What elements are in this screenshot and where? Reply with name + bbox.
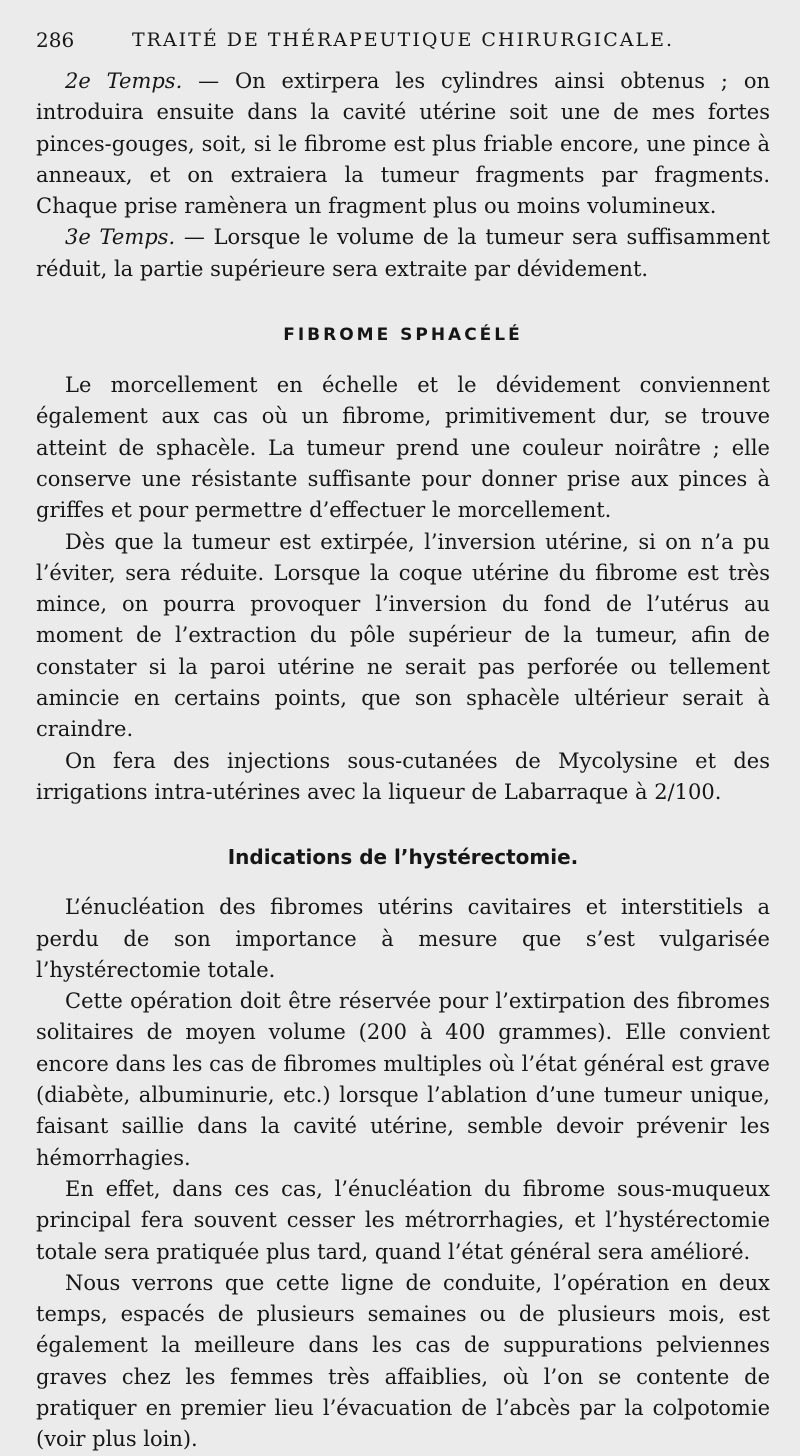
paragraph: Nous verrons que cette ligne de conduite, l’opération en deux temps, espacés de plusieurs semaines ou de plusieurs mois, est également la meilleure dans les cas de suppurations pelviennes graves chez les femmes très affaiblies, où l’on se contente de pratiquer en premier lieu l’évacuation de l’abcès par la colpotomie (voir plus loin).	[36, 1270, 770, 1452]
paragraph: On fera des injections sous-cutanées de Mycolysine et des irrigations intra-utérines avec la liqueur de Labarraque à 2/100.	[36, 748, 770, 804]
page-body	[36, 66, 770, 1456]
running-title: TRAITÉ DE THÉRAPEUTIQUE CHIRURGICALE.	[131, 29, 675, 51]
step-text: — Lorsque le volume de la tumeur sera suffisamment réduit, la partie supérieure sera extraite par dévidement.	[36, 225, 770, 281]
step-label: 2e Temps.	[65, 69, 183, 93]
paragraph: L’énucléation des fibromes utérins cavitaires et interstitiels a perdu de son importance à mesure que s’est vulgarisée l’hystérectomie totale.	[36, 895, 770, 982]
section-heading-fibrome-sphacele: FIBROME SPHACÉLÉ	[283, 325, 523, 346]
paragraph: Dès que la tumeur est extirpée, l’inversion utérine, si on n’a pu l’éviter, sera réduite. Lorsque la coque utérine du fibrome est très mince, on pourra provoquer l’inversion du fond de l’utérus au moment de l’extraction du pôle supérieur de la tumeur, afin de constater si la paroi utérine ne serait pas perforée ou tellement amincie en certains points, que son sphacèle ultérieur serait à craindre.	[36, 529, 770, 742]
section-heading-indications: Indications de l’hystérectomie.	[227, 845, 579, 870]
page-header	[36, 24, 770, 56]
page-number: 286	[36, 28, 75, 52]
step-label: 3e Temps.	[65, 225, 176, 250]
paragraph: Le morcellement en échelle et le dévidement conviennent également aux cas où un fibrome, primitivement dur, se trouve atteint de sphacèle. La tumeur prend une couleur noirâtre ; elle conserve une résistante suffisante pour donner prise aux pinces à griffes et pour permettre d’effectuer le morcellement.	[36, 373, 770, 523]
paragraph: En effet, dans ces cas, l’énucléation du fibrome sous-muqueux principal fera souvent cesser les métrorrhagies, et l’hystérectomie totale sera pratiquée plus tard, quand l’état général sera amélioré.	[36, 1176, 770, 1264]
paragraph-second-step	[36, 66, 770, 222]
step-text: — On extirpera les cylindres ainsi obtenus ; on introduira ensuite dans la cavité utérine soit une de mes fortes pinces-gouges, soit, si le fibrome est plus friable encore, une pince à anneaux, et on extraiera la tumeur fragments par fragments. Chaque prise ramènera un fragment plus ou moins volumineux.	[36, 69, 770, 219]
paragraph: Cette opération doit être réservée pour l’extirpation des fibromes solitaires de moyen volume (200 à 400 grammes). Elle convient encore dans les cas de fibromes multiples où l’état général est grave (diabète, albuminurie, etc.) lorsque l’ablation d’une tumeur unique, faisant saillie dans la cavité utérine, semble devoir prévenir les hémorrhagies.	[36, 989, 770, 1170]
paragraph-third-step	[36, 222, 770, 285]
